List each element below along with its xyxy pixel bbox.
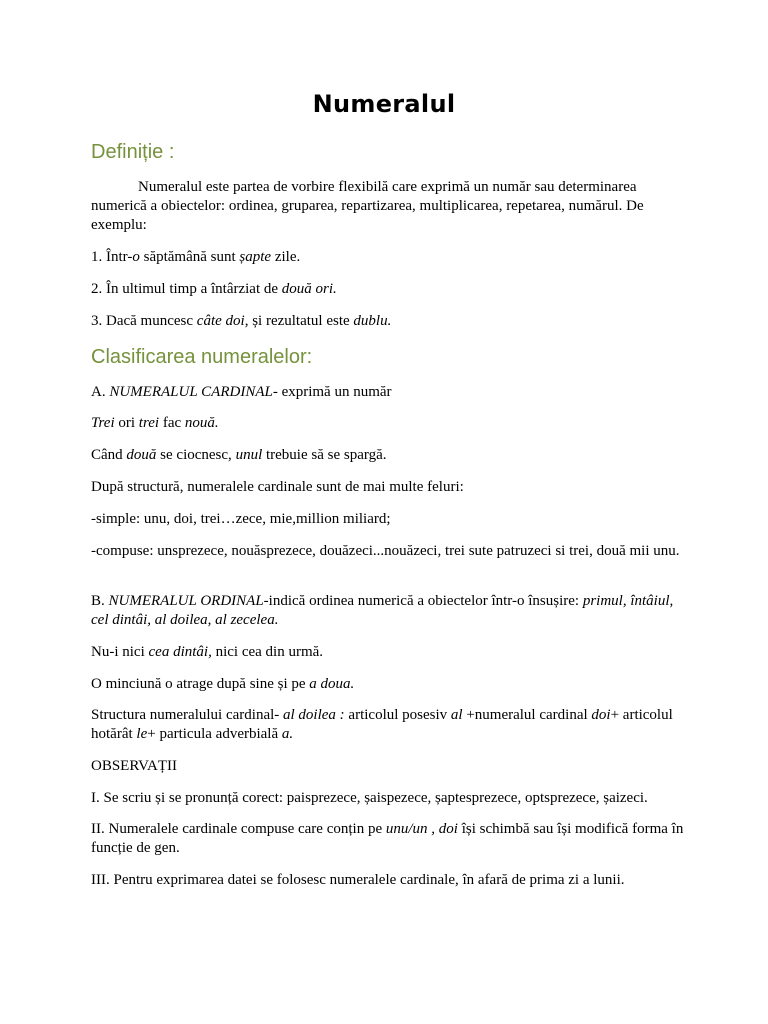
- numeral-highlight: câte doi,: [196, 313, 249, 329]
- ordinal-example-1: [91, 643, 691, 662]
- observations-heading: OBSERVAȚII: [91, 758, 178, 774]
- text-span: + articolul hotărât: [91, 707, 673, 742]
- cardinal-definition: [91, 383, 691, 402]
- ordinal-example-2: [91, 675, 691, 694]
- term-highlight: NUMERALUL ORDINAL: [108, 593, 264, 609]
- cardinal-structure-text: După structură, numeralele cardinale sunt de mai multe feluri:: [91, 479, 464, 495]
- ordinal-structure-text: [91, 706, 691, 744]
- example-sentence-2: [91, 280, 691, 299]
- cardinal-simple-list: -simple: unu, doi, trei…zece, mie,million miliard;: [91, 511, 391, 527]
- numeral-highlight: nouă.: [184, 415, 219, 431]
- cardinal-example-2: [91, 446, 691, 465]
- text-span: Când: [91, 447, 127, 463]
- definition-paragraph: Numeralul este partea de vorbire flexibilă care exprimă un număr sau determinarea numerică a obiectelor: ordinea, gruparea, repartizarea, multiplicarea, repetarea, numărul. De exemplu:: [91, 179, 644, 233]
- numeral-highlight: Trei: [91, 415, 115, 431]
- text-span: + particula adverbială: [147, 726, 282, 742]
- text-span: nici cea din urmă.: [211, 644, 324, 660]
- numeral-highlight: primul, întâiul, cel dintâi, al doilea, al zecelea.: [91, 593, 674, 628]
- numeral-highlight: două ori.: [281, 281, 337, 297]
- text-span: +numeralul cardinal: [462, 707, 592, 723]
- classification-heading: Clasificarea numeralelor:: [91, 346, 313, 368]
- text-span: Structura numeralului cardinal-: [91, 707, 284, 723]
- numeral-highlight: o: [132, 249, 140, 265]
- numeral-highlight: cea dintâi,: [148, 644, 212, 660]
- cardinal-compound-list: -compuse: unsprezece, nouăsprezece, douăzeci...nouăzeci, trei sute patruzeci si trei, două mii unu.: [91, 543, 680, 559]
- text-span: trebuie să se spargă.: [262, 447, 387, 463]
- text-span: Nu-i nici: [91, 644, 149, 660]
- text-span: A.: [91, 384, 110, 400]
- text-span: 2. În ultimul timp a întârziat de: [91, 281, 282, 297]
- observation-3: III. Pentru exprimarea datei se folosesc numeralele cardinale, în afară de prima zi a lunii.: [91, 872, 625, 888]
- cardinal-example-1: [91, 414, 691, 433]
- text-span: O minciună o atrage după sine și pe: [91, 676, 310, 692]
- numeral-highlight: unu/un , doi: [385, 821, 458, 837]
- numeral-highlight: al: [450, 707, 463, 723]
- text-span: zile.: [271, 249, 301, 265]
- numeral-highlight: le: [136, 726, 148, 742]
- numeral-highlight: a doua.: [309, 676, 355, 692]
- text-span: săptămână sunt: [139, 249, 240, 265]
- numeral-highlight: doi: [591, 707, 611, 723]
- example-sentence-3: [91, 312, 691, 331]
- observation-1: I. Se scriu și se pronunță corect: paisprezece, șaispezece, șaptesprezece, optsprezece, șaizeci.: [91, 790, 648, 806]
- text-span: - exprimă un număr: [272, 384, 392, 400]
- text-span: 1. Într-: [91, 249, 133, 265]
- numeral-highlight: dublu.: [353, 313, 392, 329]
- numeral-highlight: unul: [235, 447, 263, 463]
- example-sentence-1: [91, 248, 691, 267]
- numeral-highlight: trei: [138, 415, 160, 431]
- text-span: articolul posesiv: [344, 707, 451, 723]
- term-highlight: NUMERALUL CARDINAL: [109, 384, 273, 400]
- text-span: își schimbă sau își modifică forma în funcție de gen.: [91, 821, 684, 856]
- text-span: B.: [91, 593, 109, 609]
- observation-2: [91, 820, 691, 858]
- numeral-highlight: șapte: [239, 249, 272, 265]
- text-span: II. Numeralele cardinale compuse care conțin pe: [91, 821, 386, 837]
- numeral-highlight: două: [126, 447, 157, 463]
- numeral-highlight: al doilea :: [283, 707, 345, 723]
- text-span: -indică ordinea numerică a obiectelor într-o însușire:: [263, 593, 583, 609]
- page-title: Numeralul: [312, 90, 456, 118]
- text-span: fac: [159, 415, 185, 431]
- ordinal-definition: [91, 592, 691, 630]
- text-span: 3. Dacă muncesc: [91, 313, 197, 329]
- text-span: și rezultatul este: [248, 313, 354, 329]
- text-span: se ciocnesc,: [156, 447, 236, 463]
- text-span: ori: [114, 415, 139, 431]
- definition-heading: Definiție :: [91, 141, 175, 163]
- numeral-highlight: a.: [281, 726, 294, 742]
